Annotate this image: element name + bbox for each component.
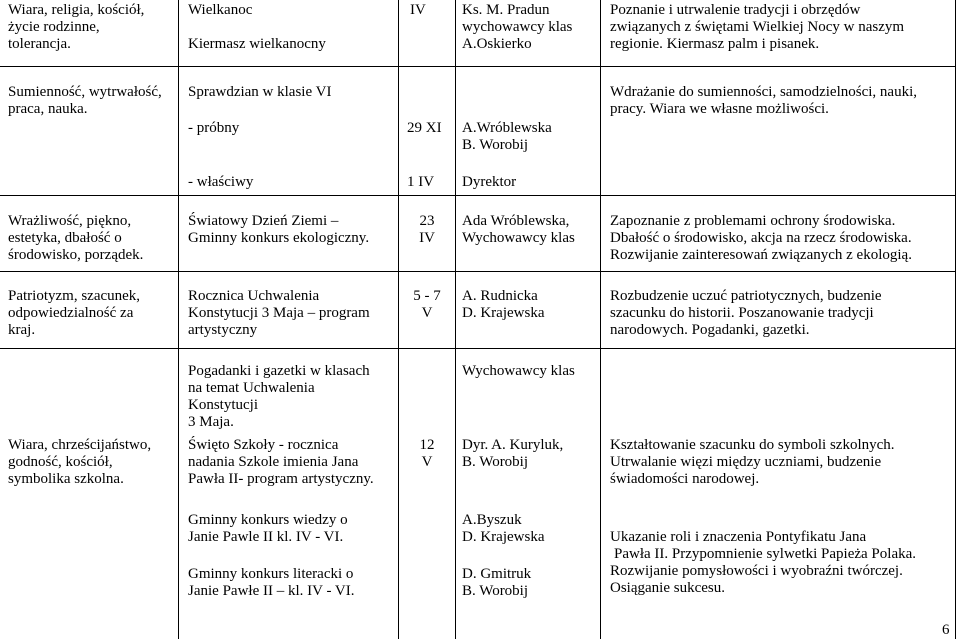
row-divider bbox=[0, 66, 956, 67]
row-1-values: Wiara, religia, kościół, życie rodzinne, tolerancja. bbox=[8, 2, 145, 52]
row-2-date: 29 XI 1 IV bbox=[407, 120, 442, 190]
row-5-responsible-a: Wychowawcy klas bbox=[462, 363, 575, 379]
row-5-goals-b: Ukazanie roli i znaczenia Pontyfikatu Jana Pawła II. Przypomnienie sylwetki Papieża Polaka. Rozwijanie pomysłowości i wyobraźni twórczej. Osiąganie sukcesu. bbox=[610, 529, 917, 596]
column-divider bbox=[398, 0, 399, 639]
row-2-values: Sumienność, wytrwałość, praca, nauka. bbox=[8, 84, 162, 117]
row-2-responsible: A.Wróblewska B. Worobij Dyrektor bbox=[462, 120, 552, 190]
row-5-activity-literary-contest: Gminny konkurs literacki o Janie Pawłe II – kl. IV - VI. bbox=[188, 566, 355, 599]
row-3-values: Wrażliwość, piękno, estetyka, dbałość o środowisko, porządek. bbox=[8, 213, 144, 263]
row-4-activity: Rocznica Uchwalenia Konstytucji 3 Maja – program artystyczny bbox=[188, 288, 370, 338]
row-4-date: 5 - 7 V bbox=[413, 288, 441, 321]
row-1-goals: Poznanie i utrwalenie tradycji i obrzędów związanych z świętami Wielkiej Nocy w naszym regionie. Kiermasz palm i pisanek. bbox=[610, 2, 905, 52]
row-5-goals-a: Kształtowanie szacunku do symboli szkolnych. Utrwalanie więzi między uczniami, budzenie świadomości narodowej. bbox=[610, 437, 895, 487]
row-4-responsible: A. Rudnicka D. Krajewska bbox=[462, 288, 545, 321]
row-5-activity-talks: Pogadanki i gazetki w klasach na temat Uchwalenia Konstytucji 3 Maja. bbox=[188, 363, 370, 430]
column-divider bbox=[600, 0, 601, 639]
row-3-activity: Światowy Dzień Ziemi – Gminny konkurs ekologiczny. bbox=[188, 213, 370, 246]
row-1-responsible: Ks. M. Pradun wychowawcy klas A.Oskierko bbox=[462, 2, 573, 52]
row-5-activity-school-day: Święto Szkoły - rocznica nadania Szkole imienia Jana Pawła II- program artystyczny. bbox=[188, 437, 374, 487]
row-5-date: 12 V bbox=[419, 437, 435, 470]
column-divider bbox=[455, 0, 456, 639]
row-2-goals: Wdrażanie do sumienności, samodzielności, nauki, pracy. Wiara we własne możliwości. bbox=[610, 84, 917, 117]
row-2-activity: Sprawdzian w klasie VI - próbny - właściwy bbox=[188, 84, 332, 190]
row-1-activity: Wielkanoc Kiermasz wielkanocny bbox=[188, 2, 326, 52]
row-1-date: IV bbox=[410, 2, 426, 18]
row-divider bbox=[0, 195, 956, 196]
row-5-values: Wiara, chrześcijaństwo, godność, kościół, symbolika szkolna. bbox=[8, 437, 152, 487]
row-4-goals: Rozbudzenie uczuć patriotycznych, budzenie szacunku do historii. Poszanowanie tradycji narodowych. Pogadanki, gazetki. bbox=[610, 288, 882, 338]
column-divider bbox=[955, 0, 956, 639]
row-3-date: 23 IV bbox=[419, 213, 435, 246]
column-divider bbox=[178, 0, 179, 639]
row-divider bbox=[0, 271, 956, 272]
row-5-responsible-b: Dyr. A. Kuryluk, B. Worobij bbox=[462, 437, 564, 470]
row-3-responsible: Ada Wróblewska, Wychowawcy klas bbox=[462, 213, 575, 246]
row-divider bbox=[0, 348, 956, 349]
row-4-values: Patriotyzm, szacunek, odpowiedzialność za kraj. bbox=[8, 288, 141, 338]
row-5-responsible-d: D. Gmitruk B. Worobij bbox=[462, 566, 532, 599]
row-3-goals: Zapoznanie z problemami ochrony środowiska. Dbałość o środowisko, akcja na rzecz środowiska. Rozwijanie zainteresowań związanych z ekologią. bbox=[610, 213, 912, 263]
row-5-responsible-c: A.Byszuk D. Krajewska bbox=[462, 512, 545, 545]
page-number: 6 bbox=[942, 622, 950, 638]
row-5-activity-knowledge-contest: Gminny konkurs wiedzy o Janie Pawle II kl. IV - VI. bbox=[188, 512, 348, 545]
